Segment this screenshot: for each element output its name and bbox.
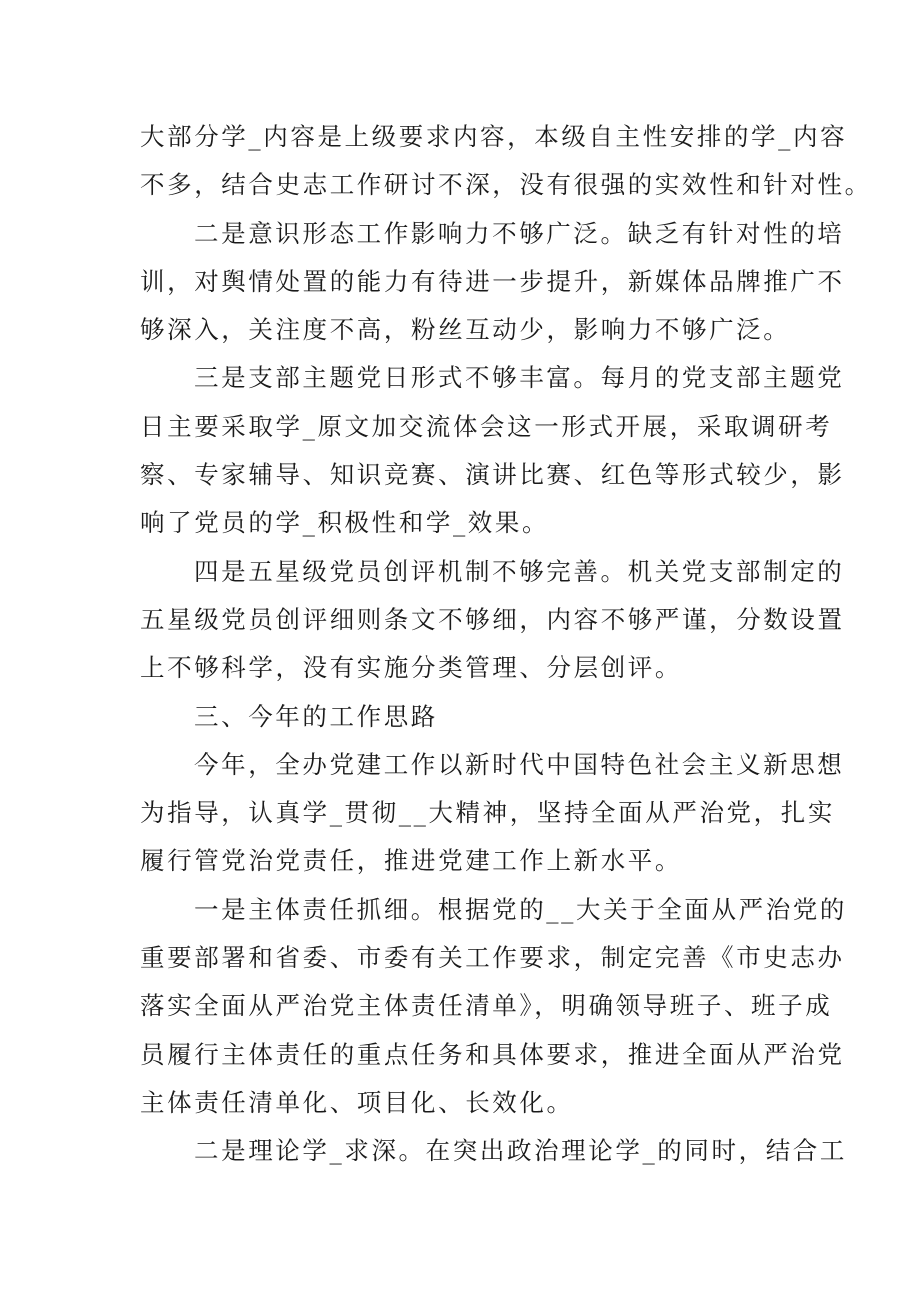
text-line: 够深入，关注度不高，粉丝互动少，影响力不够广泛。 [140,315,791,345]
text-line: 大部分学_内容是上级要求内容，本级自主性安排的学_内容 [140,122,848,151]
paragraph [140,354,845,547]
text-line: 员履行主体责任的重点任务和具体要求，推进全面从严治党 [140,1039,845,1069]
text-line: 三是支部主题党日形式不够丰富。每月的党支部主题党 [194,363,845,393]
paragraph [140,1127,847,1175]
text-line: 察、专家辅导、知识竞赛、演讲比赛、红色等形式较少，影 [140,460,845,490]
text-line: 不多，结合史志工作研讨不深，没有很强的实效性和针对性。 [140,170,872,200]
text-line: 二是理论学_求深。在突出政治理论学_的同时，结合工 [194,1136,847,1166]
paragraph [140,113,872,210]
paragraph [140,210,845,355]
text-line: 四是五星级党员创评机制不够完善。机关党支部制定的 [194,556,845,586]
paragraph [140,693,782,741]
text-line: 上不够科学，没有实施分类管理、分层创评。 [140,653,682,683]
text-line: 今年，全办党建工作以新时代中国特色社会主义新思想 [194,749,845,779]
paragraph [140,741,845,886]
text-line: 二是意识形态工作影响力不够广泛。缺乏有针对性的培 [194,218,845,248]
text-line: 训，对舆情处置的能力有待进一步提升，新媒体品牌推广不 [140,266,845,296]
text-line: 一是主体责任抓细。根据党的__大关于全面从严治党的 [194,894,847,924]
paragraph [140,548,845,693]
document-body [140,113,872,1176]
text-line: 主体责任清单化、项目化、长效化。 [140,1087,574,1117]
text-line: 重要部署和省委、市委有关工作要求，制定完善《市史志办 [140,943,845,973]
text-line: 日主要采取学_原文加交流体会这一形式开展，采取调研考 [140,411,833,441]
text-line: 履行管党治党责任，推进党建工作上新水平。 [140,846,682,876]
text-line: 五星级党员创评细则条文不够细，内容不够严谨，分数设置 [140,604,845,634]
text-line: 为指导，认真学_贯彻__大精神，坚持全面从严治党，扎实 [140,798,835,828]
text-line: 落实全面从严治党主体责任清单》，明确领导班子、班子成 [140,991,833,1021]
text-line: 三、今年的工作思路 [194,701,438,731]
paragraph [140,886,847,1127]
text-line: 响了党员的学_积极性和学_效果。 [140,508,550,538]
